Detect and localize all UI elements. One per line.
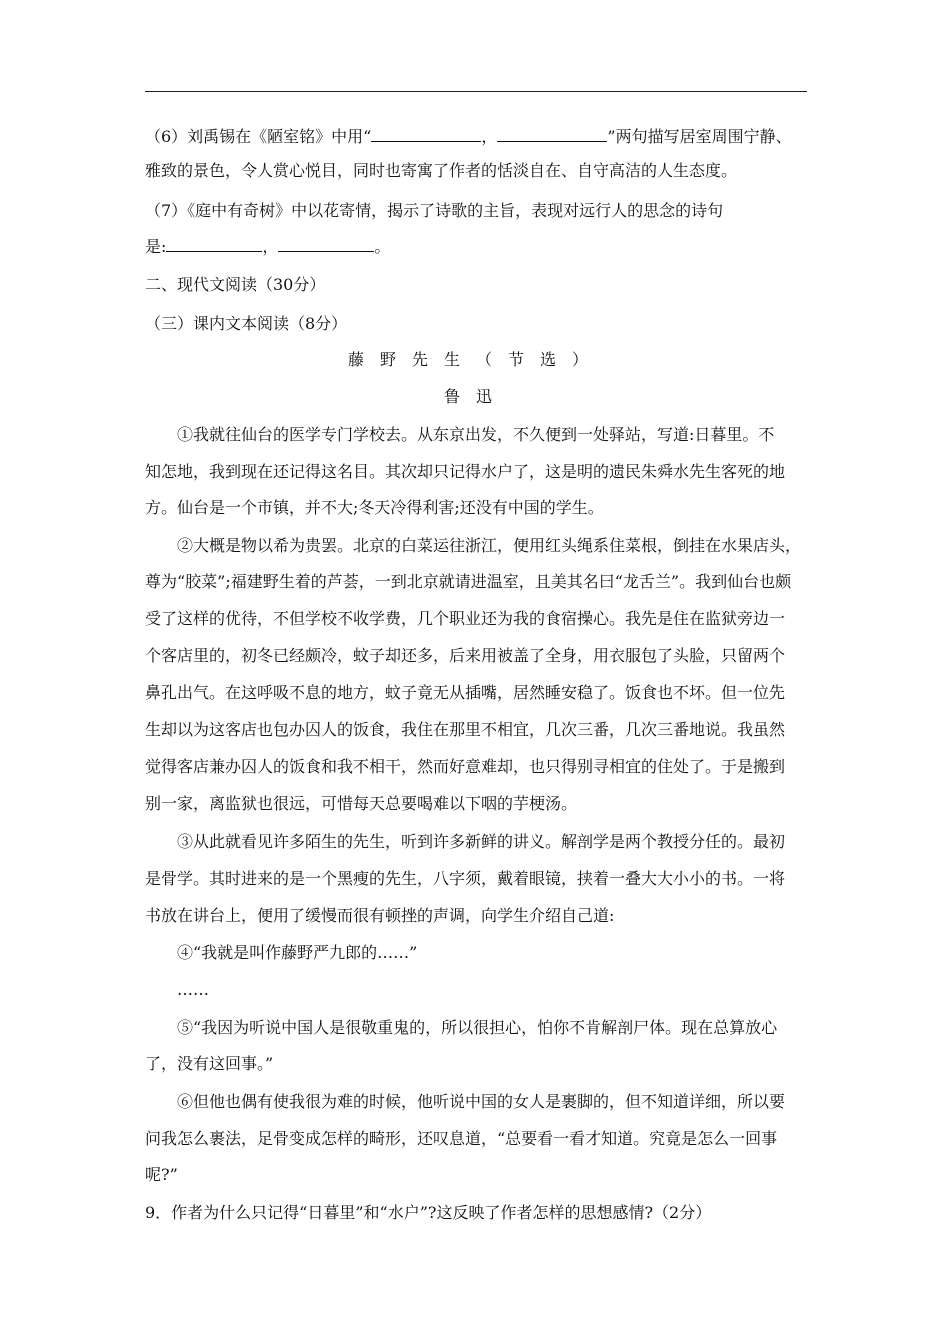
article-title: 藤野先生（节选） bbox=[347, 350, 604, 369]
article-line: 了，没有这回事。” bbox=[145, 1054, 274, 1073]
article-line: 生却以为这客店也包办囚人的饭食，我住在那里不相宜，几次三番，几次三番地说。我虽然 bbox=[145, 720, 786, 739]
question-6-line-2: 雅致的景色，令人赏心悦目，同时也寄寓了作者的恬淡自在、自守高洁的人生态度。 bbox=[145, 161, 738, 180]
article-line: ⑥但他也偶有使我很为难的时候，他听说中国的女人是裹脚的，但不知道详细，所以要 bbox=[177, 1092, 786, 1111]
q7-text-a: 是: bbox=[145, 237, 167, 256]
section-heading-modern-reading: 二、现代文阅读（30分） bbox=[145, 275, 326, 294]
answer-blank-7b[interactable] bbox=[278, 234, 374, 252]
article-line: 书放在讲台上，便用了缓慢而很有顿挫的声调，向学生介绍自己道: bbox=[145, 906, 615, 925]
article-line: 别一家，离监狱也很远，可惜每天总要喝难以下咽的芋梗汤。 bbox=[145, 794, 578, 813]
section-heading-in-class-reading: （三）课内文本阅读（8分） bbox=[145, 314, 348, 333]
article-line: 呢?” bbox=[145, 1165, 178, 1184]
question-6-line-1 bbox=[145, 124, 810, 148]
q6-separator: ， bbox=[481, 127, 498, 146]
article-line: ④“我就是叫作藤野严九郎的……” bbox=[177, 943, 418, 962]
article-line: 问我怎么裹法，足骨变成怎样的畸形，还叹息道，“总要看一看才知道。究竟是怎么一回事 bbox=[145, 1129, 778, 1148]
answer-blank-7a[interactable] bbox=[166, 234, 262, 252]
question-9: 9．作者为什么只记得“日暮里”和“水户”?这反映了作者怎样的思想感情?（2分） bbox=[145, 1203, 712, 1222]
article-author: 鲁迅 bbox=[443, 387, 508, 406]
article-line: 是骨学。其时进来的是一个黑瘦的先生，八字须，戴着眼镜，挟着一叠大大小小的书。一将 bbox=[145, 869, 786, 888]
article-line: ⑤“我因为听说中国人是很敬重鬼的，所以很担心，怕你不肯解剖尸体。现在总算放心 bbox=[177, 1018, 778, 1037]
question-7-line-2 bbox=[145, 234, 810, 258]
q6-text-a: （6）刘禹锡在《陋室铭》中用“ bbox=[145, 127, 372, 146]
q6-text-b: ”两句描写居室周围宁静、 bbox=[607, 127, 792, 146]
article-line: ②大概是物以希为贵罢。北京的白菜运往浙江，便用红头绳系住菜根，倒挂在水果店头， bbox=[177, 536, 802, 555]
article-line: …… bbox=[177, 980, 209, 999]
answer-blank-6b[interactable] bbox=[497, 124, 607, 142]
top-rule bbox=[145, 91, 807, 92]
article-line: ③从此就看见许多陌生的先生，听到许多新鲜的讲义。解剖学是两个教授分任的。最初 bbox=[177, 832, 786, 851]
answer-blank-6a[interactable] bbox=[371, 124, 481, 142]
article-line: 鼻孔出气。在这呼吸不息的地方，蚊子竟无从插嘴，居然睡安稳了。饭食也不坏。但一位先 bbox=[145, 683, 786, 702]
article-line: 方。仙台是一个市镇，并不大;冬天冷得利害;还没有中国的学生。 bbox=[145, 498, 604, 517]
q7-separator: ， bbox=[262, 237, 279, 256]
article-line: 觉得客店兼办囚人的饭食和我不相干，然而好意难却，也只得别寻相宜的住处了。于是搬到 bbox=[145, 757, 786, 776]
article-line: 个客店里的，初冬已经颇冷，蚊子却还多，后来用被盖了全身，用衣服包了头脸，只留两个 bbox=[145, 646, 786, 665]
article-line: 知怎地，我到现在还记得这名目。其次却只记得水户了，这是明的遗民朱舜水先生客死的地 bbox=[145, 462, 786, 481]
question-7-line-1: （7）《庭中有奇树》中以花寄情，揭示了诗歌的主旨，表现对远行人的思念的诗句 bbox=[145, 201, 724, 220]
article-line: 受了这样的优待，不但学校不收学费，几个职业还为我的食宿操心。我先是住在监狱旁边一 bbox=[145, 609, 786, 628]
article-line: 尊为“胶菜”;福建野生着的芦荟，一到北京就请进温室，且美其名曰“龙舌兰”。我到仙台也颇 bbox=[145, 572, 792, 591]
article-line: ①我就往仙台的医学专门学校去。从东京出发，不久便到一处驿站，写道:日暮里。不 bbox=[177, 425, 775, 444]
q7-text-end: 。 bbox=[374, 237, 391, 256]
